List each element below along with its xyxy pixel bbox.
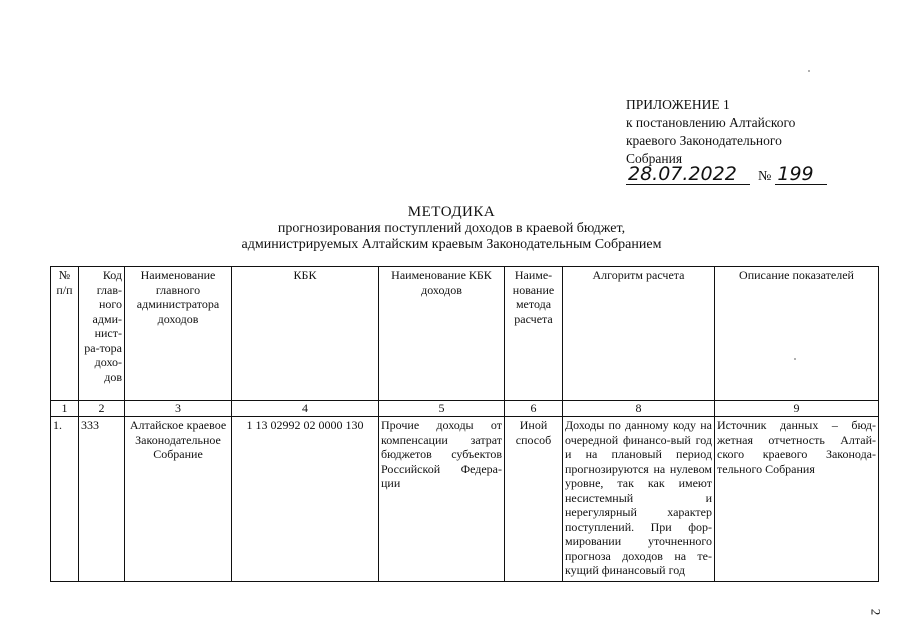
- column-header: КБК: [232, 267, 379, 401]
- column-number: 3: [125, 401, 232, 417]
- appendix-block: [626, 96, 795, 168]
- column-header: Описание показателей: [715, 267, 879, 401]
- page-number: 2: [868, 608, 884, 616]
- handwritten-number: 199: [775, 164, 827, 185]
- table-header-row: [51, 267, 879, 401]
- appendix-line: к постановлению Алтайского: [626, 115, 796, 130]
- column-number: 6: [505, 401, 563, 417]
- column-number: 1: [51, 401, 79, 417]
- kbk-cell: 1 13 02992 02 0000 130: [232, 417, 379, 582]
- column-header: Наименование КБК доходов: [379, 267, 505, 401]
- column-number: 2: [79, 401, 125, 417]
- appendix-line: Собрания: [626, 151, 683, 166]
- handwritten-date: 28.07.2022: [626, 164, 750, 185]
- column-number: 4: [232, 401, 379, 417]
- column-number: 8: [563, 401, 715, 417]
- algorithm-cell: Доходы по данному коду на очередной финансо-вый год и на плановый период прогнозируются на нулевом уровне, так как имеют несистемный и нерегулярный характер поступлений. При фор-мировании уточненного прогноза доходов на те-кущий финансовый год: [563, 417, 715, 582]
- resolution-date-number: [626, 164, 827, 185]
- method-cell: Иной способ: [505, 417, 563, 582]
- column-header: Наименование главного администратора доходов: [125, 267, 232, 401]
- title-line: администрируемых Алтайским краевым Законодательным Собранием: [241, 237, 662, 252]
- number-sign: №: [758, 169, 772, 184]
- column-header: Алгоритм расчета: [563, 267, 715, 401]
- column-header: № п/п: [51, 267, 79, 401]
- methodology-table: [50, 266, 879, 582]
- column-number: 5: [379, 401, 505, 417]
- title-main: МЕТОДИКА: [407, 204, 496, 220]
- column-header: Наиме-нование метода расчета: [505, 267, 563, 401]
- admin-code-cell: 333: [79, 417, 125, 582]
- table-row: [51, 417, 879, 582]
- column-header: Код глав-ного адми-нист-ра-тора дохо-дов: [79, 267, 125, 401]
- column-number: 9: [715, 401, 879, 417]
- column-number-row: [51, 401, 879, 417]
- description-cell: Источник данных – бюд-жетная отчетность Алтай-ского краевого Законода-тельного Собрания: [715, 417, 879, 582]
- title-line: прогнозирования поступлений доходов в краевой бюджет,: [277, 221, 626, 236]
- scan-speck: [808, 70, 810, 72]
- appendix-line: краевого Законодательного: [626, 133, 782, 148]
- row-number-cell: 1.: [51, 417, 79, 582]
- kbk-name-cell: Прочие доходы от компенсации затрат бюджетов субъектов Российской Федера-ции: [379, 417, 505, 582]
- appendix-title: ПРИЛОЖЕНИЕ 1: [626, 97, 730, 112]
- admin-name-cell: Алтайское краевое Законодательное Собрание: [125, 417, 232, 582]
- document-title: [0, 204, 903, 253]
- scan-speck: [794, 358, 796, 360]
